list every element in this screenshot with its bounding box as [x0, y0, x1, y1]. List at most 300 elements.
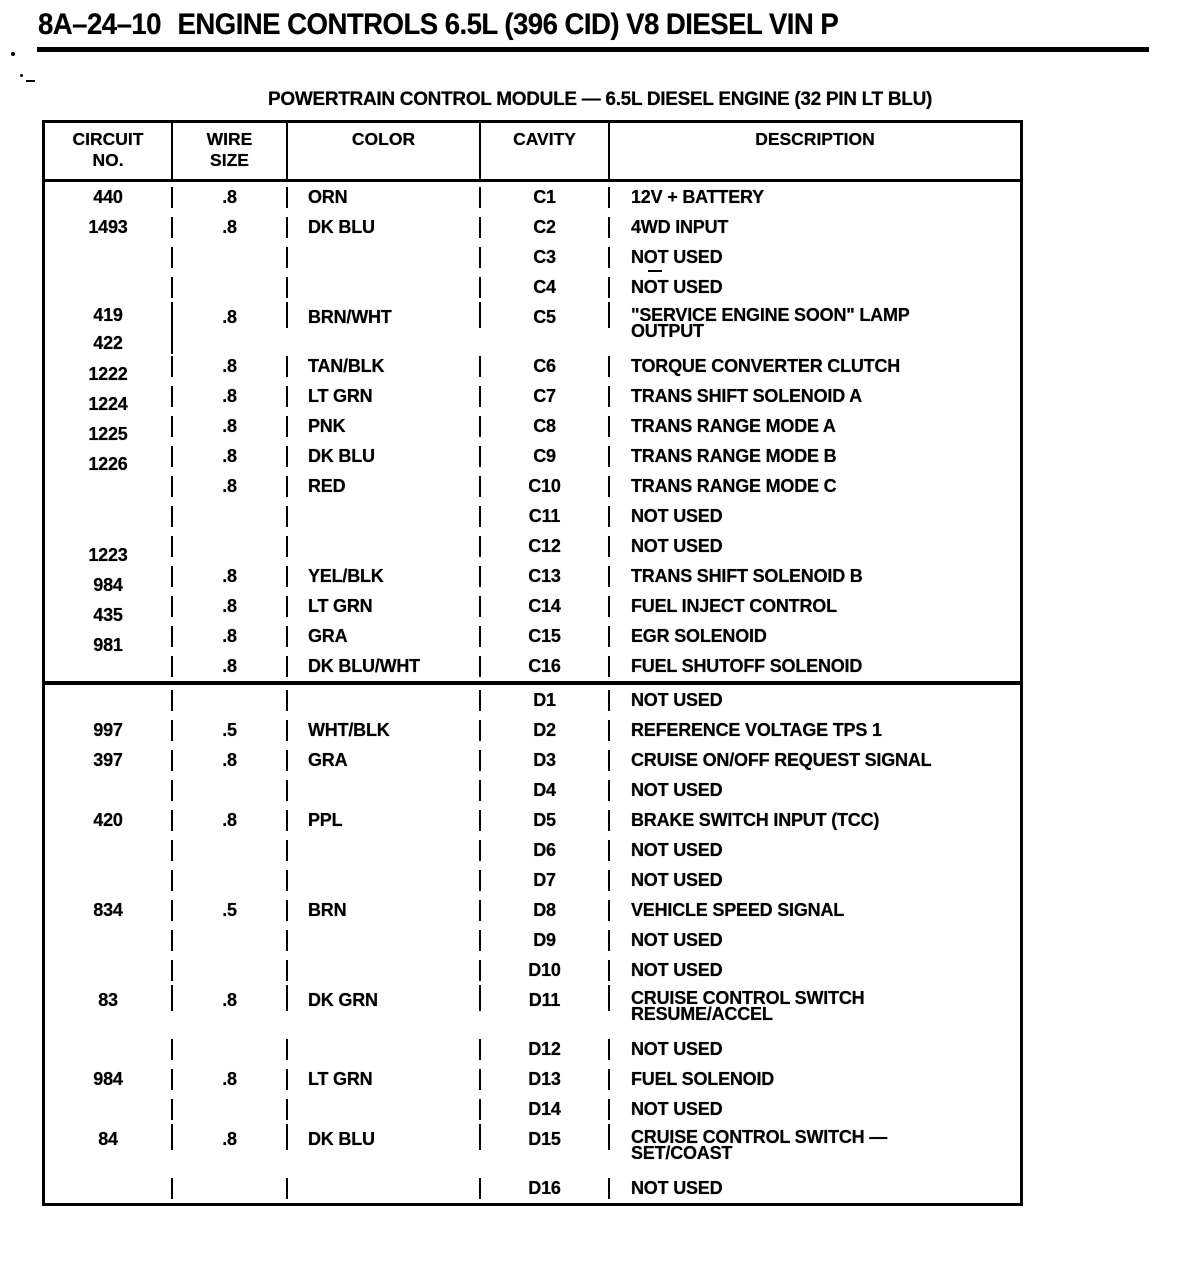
circuit-no-cell	[45, 1099, 173, 1120]
cell-text	[222, 385, 237, 406]
cell-text	[308, 992, 378, 1008]
wire-size-cell	[173, 690, 288, 711]
cell-line: .5	[222, 719, 237, 740]
circuit-no-cell	[45, 960, 173, 981]
cell-line: .8	[222, 385, 237, 406]
circuit-no-cell	[45, 930, 173, 951]
cell-text	[308, 445, 375, 466]
cell-text	[631, 719, 882, 740]
cell-text	[631, 809, 880, 830]
cell-text	[533, 246, 556, 267]
column-header-cavity	[481, 123, 610, 179]
cell-line: D12	[528, 1038, 561, 1059]
cell-line: 83	[98, 990, 118, 1010]
cell-line: NOT USED	[631, 246, 723, 267]
cell-line: D11	[528, 990, 561, 1010]
circuit-no-cell	[45, 780, 173, 801]
cell-text	[222, 1131, 237, 1147]
color-cell	[288, 720, 481, 741]
cavity-cell	[481, 930, 610, 951]
cell-text	[98, 992, 118, 1008]
cell-line: OUTPUT	[631, 321, 704, 341]
cell-line: 422	[93, 333, 123, 353]
cavity-cell	[481, 656, 610, 677]
color-cell	[288, 960, 481, 981]
cell-line: .8	[222, 216, 237, 237]
cell-text	[631, 216, 729, 237]
cell-text	[308, 1131, 375, 1147]
cell-line: D14	[528, 1098, 561, 1119]
cell-line: C4	[533, 276, 556, 297]
cell-line: 397	[93, 749, 123, 770]
cell-text	[631, 1068, 775, 1089]
cell-line: C2	[533, 216, 556, 237]
cell-text	[93, 719, 123, 740]
cell-text	[533, 779, 556, 800]
circuit-no-cell	[45, 247, 173, 268]
circuit-no-cell	[45, 720, 173, 741]
cavity-cell	[481, 566, 610, 587]
cell-line: VEHICLE SPEED SIGNAL	[631, 899, 845, 920]
cell-text	[93, 307, 122, 351]
cell-line: PNK	[308, 415, 346, 436]
wire-size-cell	[173, 1039, 288, 1060]
table-header-row	[45, 123, 1020, 182]
cell-text	[528, 1098, 561, 1119]
cell-line: 435	[93, 604, 123, 625]
cavity-cell	[481, 217, 610, 238]
cell-line: WHT/BLK	[308, 719, 390, 740]
cell-text	[88, 393, 128, 414]
cell-line: REFERENCE VOLTAGE TPS 1	[631, 719, 882, 740]
cell-line: YEL/BLK	[308, 565, 384, 586]
cell-line: D13	[528, 1068, 561, 1089]
color-cell	[288, 900, 481, 921]
cell-text	[528, 475, 561, 496]
circuit-no-cell	[45, 900, 173, 921]
cell-text	[222, 992, 237, 1008]
cell-line: CRUISE CONTROL SWITCH —	[631, 1127, 888, 1147]
wire-size-cell	[173, 626, 288, 647]
cell-line: LT GRN	[308, 595, 373, 616]
wire-size-cell	[173, 536, 288, 557]
wire-size-cell	[173, 720, 288, 741]
cell-text	[631, 779, 723, 800]
cell-text	[631, 445, 837, 466]
cell-text	[533, 445, 556, 466]
cell-line: C8	[533, 415, 556, 436]
cell-text	[631, 385, 862, 406]
table-row-c8	[45, 411, 1020, 444]
cell-line: SET/COAST	[631, 1143, 733, 1163]
cell-line: TORQUE CONVERTER CLUTCH	[631, 355, 901, 376]
cell-text	[222, 445, 237, 466]
table-row-c1	[45, 182, 1020, 212]
description-cell	[610, 356, 1020, 377]
wire-size-cell	[173, 506, 288, 527]
cell-line: C10	[528, 475, 561, 496]
color-cell	[288, 187, 481, 208]
cell-text	[528, 655, 561, 676]
circuit-no-cell	[45, 277, 173, 298]
cell-line: TRANS RANGE MODE A	[631, 415, 836, 436]
cell-text	[533, 186, 556, 207]
cell-text	[533, 719, 556, 740]
wire-size-cell	[173, 960, 288, 981]
cell-text	[88, 544, 128, 565]
cell-text	[93, 604, 123, 625]
cell-line: CRUISE CONTROL SWITCH	[631, 988, 865, 1008]
cell-text	[222, 655, 237, 676]
cell-line: .5	[222, 899, 237, 920]
header-rule	[37, 47, 1149, 52]
page-title: ENGINE CONTROLS 6.5L (396 CID) V8 DIESEL VIN P	[177, 8, 839, 41]
circuit-no-cell	[45, 416, 173, 444]
cell-text	[631, 246, 723, 267]
cell-text	[533, 276, 556, 297]
cavity-cell	[481, 476, 610, 497]
cell-line: NOT USED	[631, 779, 723, 800]
cell-line: .8	[222, 565, 237, 586]
cell-text	[93, 1068, 123, 1089]
cavity-cell	[481, 985, 610, 1011]
cavity-cell	[481, 416, 610, 437]
cell-text	[308, 719, 390, 740]
cell-text	[528, 595, 561, 616]
cell-line: 12V + BATTERY	[631, 186, 764, 207]
cell-text	[533, 809, 556, 830]
cell-line: NOT USED	[631, 1098, 723, 1119]
circuit-no-cell	[45, 690, 173, 711]
cavity-cell	[481, 1178, 610, 1199]
wire-size-cell	[173, 187, 288, 208]
circuit-no-cell	[45, 596, 173, 625]
cell-line: 1493	[88, 216, 128, 237]
cell-line: DK GRN	[308, 990, 378, 1010]
cell-line: 1223	[88, 544, 128, 565]
color-cell	[288, 780, 481, 801]
circuit-no-cell	[45, 985, 173, 1011]
cell-line: 1222	[88, 363, 128, 384]
cell-line: .8	[222, 990, 237, 1010]
cell-line: 1224	[88, 393, 128, 414]
cell-text	[93, 809, 123, 830]
cell-line: TAN/BLK	[308, 355, 385, 376]
cell-text	[631, 475, 837, 496]
cell-line: RED	[308, 475, 346, 496]
cell-line: BRN/WHT	[308, 307, 392, 327]
cell-line: NOT USED	[631, 276, 723, 297]
connector-c-section	[45, 182, 1020, 681]
cell-text	[222, 565, 237, 586]
circuit-no-cell	[45, 1069, 173, 1090]
table-row-c5	[45, 302, 1020, 351]
cell-line: NOT USED	[631, 1177, 723, 1198]
cell-text	[631, 1038, 723, 1059]
cavity-cell	[481, 302, 610, 328]
cell-text	[222, 625, 237, 646]
circuit-no-cell	[45, 217, 173, 238]
cell-line: .8	[222, 475, 237, 496]
cell-line: 834	[93, 899, 123, 920]
wire-size-cell	[173, 356, 288, 377]
wire-size-cell	[173, 1178, 288, 1199]
circuit-no-cell	[45, 302, 173, 354]
cavity-cell	[481, 870, 610, 891]
column-header-line: SIZE	[210, 150, 249, 170]
wire-size-cell	[173, 1069, 288, 1090]
cell-text	[308, 809, 343, 830]
table-row-d4	[45, 775, 1020, 805]
scan-speck	[20, 74, 23, 77]
cell-text	[222, 1068, 237, 1089]
scan-speck	[648, 270, 662, 272]
color-cell	[288, 247, 481, 268]
cell-line: NOT USED	[631, 505, 723, 526]
cell-text	[93, 899, 123, 920]
cell-line: D15	[528, 1129, 561, 1149]
description-cell	[610, 506, 1020, 527]
column-header-circuit-no-	[45, 123, 173, 179]
cavity-cell	[481, 187, 610, 208]
cavity-cell	[481, 720, 610, 741]
cell-line: D6	[533, 839, 556, 860]
cell-text	[308, 1068, 373, 1089]
cell-text	[93, 186, 123, 207]
color-cell	[288, 217, 481, 238]
cell-text	[93, 749, 123, 770]
cell-text	[533, 415, 556, 436]
cavity-cell	[481, 1039, 610, 1060]
cell-text	[308, 216, 375, 237]
cell-text	[631, 505, 723, 526]
cell-text	[222, 216, 237, 237]
cell-text	[533, 839, 556, 860]
cell-line: 997	[93, 719, 123, 740]
cell-text	[93, 574, 123, 595]
cell-text	[308, 385, 373, 406]
cell-text	[631, 535, 723, 556]
cell-text	[308, 655, 420, 676]
cell-text	[631, 1129, 887, 1161]
table-row-d6	[45, 835, 1020, 865]
color-cell	[288, 750, 481, 771]
color-cell	[288, 930, 481, 951]
table-row-c11	[45, 501, 1020, 531]
cell-line: FUEL INJECT CONTROL	[631, 595, 837, 616]
cell-line: 84	[98, 1129, 118, 1149]
table-row-d9	[45, 925, 1020, 955]
color-cell	[288, 446, 481, 467]
cell-text	[631, 565, 863, 586]
circuit-no-cell	[45, 1124, 173, 1150]
description-cell	[610, 626, 1020, 647]
cavity-cell	[481, 277, 610, 298]
wire-size-cell	[173, 277, 288, 298]
cell-line: 1226	[88, 453, 128, 474]
cell-line: FUEL SHUTOFF SOLENOID	[631, 655, 863, 676]
circuit-no-cell	[45, 750, 173, 771]
cell-line: 4WD INPUT	[631, 216, 729, 237]
cell-line: .8	[222, 625, 237, 646]
cell-line: C16	[528, 655, 561, 676]
circuit-no-cell	[45, 626, 173, 655]
column-header-line: DESCRIPTION	[755, 129, 875, 149]
description-cell	[610, 386, 1020, 407]
circuit-no-cell	[45, 386, 173, 414]
cell-line: BRN	[308, 899, 347, 920]
description-cell	[610, 1099, 1020, 1120]
description-cell	[610, 476, 1020, 497]
color-cell	[288, 277, 481, 298]
cell-line: .8	[222, 655, 237, 676]
cavity-cell	[481, 596, 610, 617]
table-row-d11	[45, 985, 1020, 1034]
cell-text	[528, 1177, 561, 1198]
description-cell	[610, 1039, 1020, 1060]
scan-speck	[11, 52, 15, 56]
color-cell	[288, 1039, 481, 1060]
cell-line: NOT USED	[631, 839, 723, 860]
cavity-cell	[481, 356, 610, 377]
cell-line: C5	[533, 307, 556, 327]
cell-line: C9	[533, 445, 556, 466]
table-row-d10	[45, 955, 1020, 985]
cell-text	[528, 535, 561, 556]
cell-line: PPL	[308, 809, 343, 830]
cell-text	[93, 634, 123, 655]
wire-size-cell	[173, 985, 288, 1011]
cell-text	[222, 899, 237, 920]
cell-line: D9	[533, 929, 556, 950]
cell-line: D16	[528, 1177, 561, 1198]
cell-line: 440	[93, 186, 123, 207]
color-cell	[288, 506, 481, 527]
description-cell	[610, 187, 1020, 208]
cell-text	[528, 959, 561, 980]
cell-text	[222, 809, 237, 830]
page-number: 8A–24–10	[38, 8, 161, 41]
cell-text	[528, 1068, 561, 1089]
description-cell	[610, 780, 1020, 801]
cell-line: C1	[533, 186, 556, 207]
wire-size-cell	[173, 656, 288, 677]
cell-line: "SERVICE ENGINE SOON" LAMP	[631, 305, 910, 325]
cell-text	[88, 363, 128, 384]
table-row-c3	[45, 242, 1020, 272]
cell-line: DK BLU	[308, 216, 375, 237]
cell-text	[308, 595, 373, 616]
column-header-line: WIRE	[206, 129, 253, 149]
cell-text	[222, 749, 237, 770]
cell-line: TRANS RANGE MODE C	[631, 475, 837, 496]
circuit-no-cell	[45, 840, 173, 861]
description-cell	[610, 810, 1020, 831]
table-row-d1	[45, 685, 1020, 715]
cell-text	[528, 565, 561, 586]
cavity-cell	[481, 840, 610, 861]
cell-line: C12	[528, 535, 561, 556]
cell-text	[533, 309, 556, 325]
cell-text	[308, 565, 384, 586]
color-cell	[288, 626, 481, 647]
cell-text	[222, 475, 237, 496]
wire-size-cell	[173, 596, 288, 617]
description-cell	[610, 416, 1020, 437]
cell-line: LT GRN	[308, 385, 373, 406]
cell-line: .8	[222, 445, 237, 466]
wire-size-cell	[173, 1124, 288, 1150]
cavity-cell	[481, 780, 610, 801]
cell-line: 420	[93, 809, 123, 830]
cell-text	[533, 355, 556, 376]
cell-line: GRA	[308, 625, 348, 646]
table-row-d15	[45, 1124, 1020, 1173]
color-cell	[288, 536, 481, 557]
cell-line: TRANS SHIFT SOLENOID B	[631, 565, 863, 586]
cell-text	[631, 355, 901, 376]
table-row-c7	[45, 381, 1020, 414]
wire-size-cell	[173, 1099, 288, 1120]
cell-text	[533, 216, 556, 237]
color-cell	[288, 476, 481, 497]
color-cell	[288, 985, 481, 1011]
table-row-d3	[45, 745, 1020, 775]
circuit-no-cell	[45, 870, 173, 891]
cell-text	[631, 595, 837, 616]
circuit-no-cell	[45, 656, 173, 677]
cavity-cell	[481, 386, 610, 407]
scan-speck	[26, 80, 35, 82]
cell-line: 419	[93, 305, 123, 325]
description-cell	[610, 596, 1020, 617]
cell-line: DK BLU	[308, 1129, 375, 1149]
wire-size-cell	[173, 566, 288, 587]
color-cell	[288, 1099, 481, 1120]
cell-text	[631, 625, 767, 646]
column-header-line: CAVITY	[513, 129, 576, 149]
table-title: POWERTRAIN CONTROL MODULE — 6.5L DIESEL ENGINE (32 PIN LT BLU)	[267, 89, 933, 110]
table-row-d7	[45, 865, 1020, 895]
cell-text	[533, 899, 556, 920]
color-cell	[288, 656, 481, 677]
cell-text	[631, 1098, 723, 1119]
cell-line: C15	[528, 625, 561, 646]
column-header-color	[288, 123, 481, 179]
table-row-d14	[45, 1094, 1020, 1124]
wire-size-cell	[173, 476, 288, 497]
cell-line: D2	[533, 719, 556, 740]
table-row-c9	[45, 441, 1020, 474]
cell-text	[308, 749, 348, 770]
table-row-c12	[45, 531, 1020, 565]
column-header-line: COLOR	[351, 129, 416, 149]
table-row-c15	[45, 621, 1020, 655]
color-cell	[288, 1124, 481, 1150]
description-cell	[610, 720, 1020, 741]
cavity-cell	[481, 536, 610, 557]
cell-line: C7	[533, 385, 556, 406]
circuit-no-cell	[45, 1178, 173, 1199]
cell-line: D5	[533, 809, 556, 830]
description-cell	[610, 656, 1020, 677]
cavity-cell	[481, 1124, 610, 1150]
wire-size-cell	[173, 840, 288, 861]
cell-line: D1	[533, 689, 556, 710]
cell-text	[631, 415, 836, 436]
cell-text	[533, 869, 556, 890]
column-header-line: CIRCUIT	[72, 129, 144, 149]
